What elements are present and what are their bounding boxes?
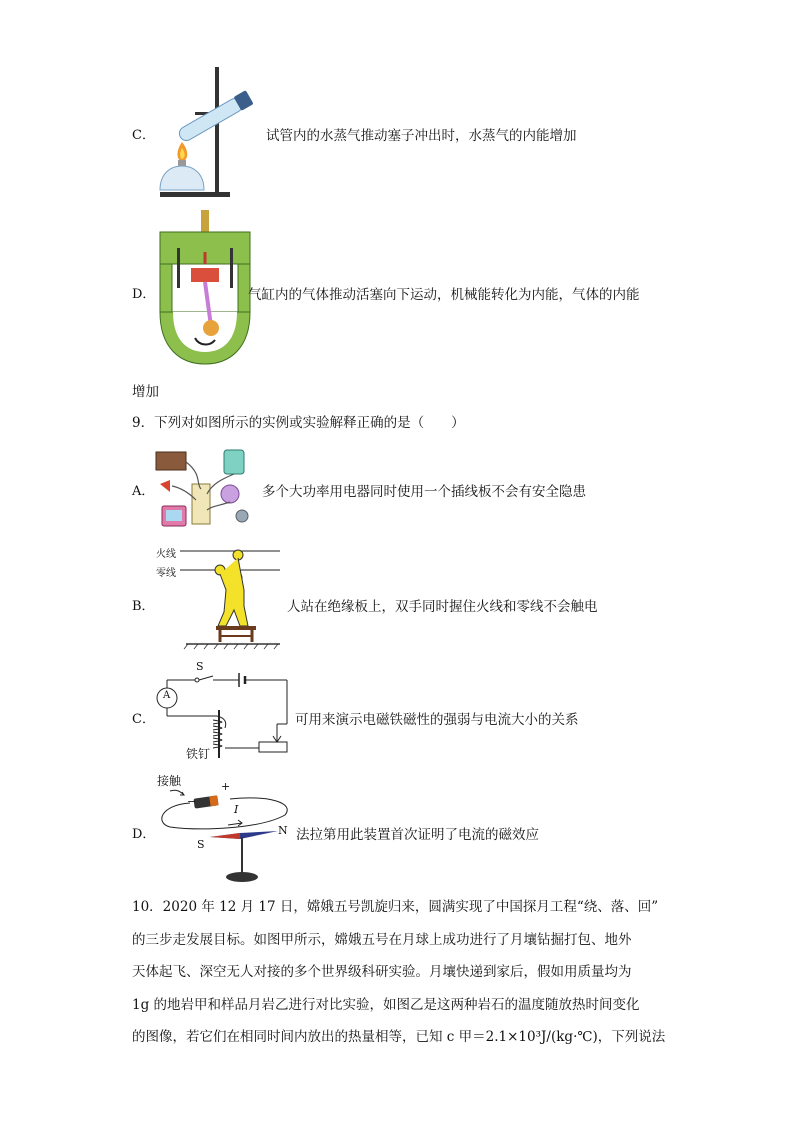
oersted-experiment-figure bbox=[150, 785, 290, 885]
question-9-stem: 9．下列对如图所示的实例或实验解释正确的是（ ） bbox=[132, 415, 465, 431]
overloaded-power-strip-figure bbox=[152, 444, 262, 534]
plus-sign: + bbox=[221, 780, 231, 793]
contact-label: 接触 bbox=[157, 774, 182, 788]
option-8d-text: 气缸内的气体推动活塞向下运动，机械能转化为内能，气体的内能 bbox=[248, 287, 640, 303]
option-8c-letter: C． bbox=[132, 128, 155, 143]
option-8d-text-continued: 增加 bbox=[132, 384, 159, 400]
current-label: I bbox=[234, 803, 239, 816]
option-8d-letter: D． bbox=[132, 287, 156, 302]
option-9c-text: 可用来演示电磁铁磁性的强弱与电流大小的关系 bbox=[295, 712, 579, 728]
south-pole-label: S bbox=[197, 838, 205, 851]
option-9a-letter: A． bbox=[132, 484, 155, 499]
question-10-line: 10．2020 年 12 月 17 日，嫦娥五号凯旋归来，圆满实现了中国探月工程“绕、落、回” bbox=[132, 899, 659, 915]
ammeter-label: A bbox=[163, 690, 171, 701]
test-tube-heating-figure bbox=[155, 62, 270, 202]
option-9b-text: 人站在绝缘板上，双手同时握住火线和零线不会触电 bbox=[287, 599, 598, 615]
engine-cylinder-figure bbox=[155, 208, 255, 368]
question-10-line: 天体起飞、深空无人对接的多个世界级科研实验。月壤快递到家后，假如用质量均为 bbox=[132, 964, 632, 980]
question-10-paragraph bbox=[132, 891, 665, 1054]
option-8c-text: 试管内的水蒸气推动塞子冲出时，水蒸气的内能增加 bbox=[266, 128, 577, 144]
question-10-line: 的图像，若它们在相同时间内放出的热量相等，已知 c 甲＝2.1×10³J/(kg·℃)，下列说法 bbox=[132, 1029, 666, 1045]
option-9d-letter: D． bbox=[132, 827, 156, 842]
option-9b-letter: B． bbox=[132, 599, 155, 614]
iron-nail-label: 铁钉 bbox=[186, 747, 211, 761]
option-9a-text: 多个大功率用电器同时使用一个插线板不会有安全隐患 bbox=[262, 484, 586, 500]
minus-sign: − bbox=[187, 795, 197, 808]
question-10-line: 的三步走发展目标。如图甲所示，嫦娥五号在月球上成功进行了月壤钻掘打包、地外 bbox=[132, 931, 632, 948]
north-pole-label: N bbox=[278, 824, 288, 837]
question-10-line: 1g 的地岩甲和样品月岩乙进行对比实验，如图乙是这两种岩石的温度随放热时间变化 bbox=[132, 996, 640, 1013]
neutral-wire-label: 零线 bbox=[156, 568, 176, 579]
option-9c-letter: C． bbox=[132, 712, 155, 727]
live-wire-label: 火线 bbox=[156, 549, 176, 560]
option-9d-text: 法拉第用此装置首次证明了电流的磁效应 bbox=[296, 827, 539, 843]
switch-label: S bbox=[196, 660, 204, 673]
electromagnet-circuit-figure bbox=[155, 668, 290, 763]
